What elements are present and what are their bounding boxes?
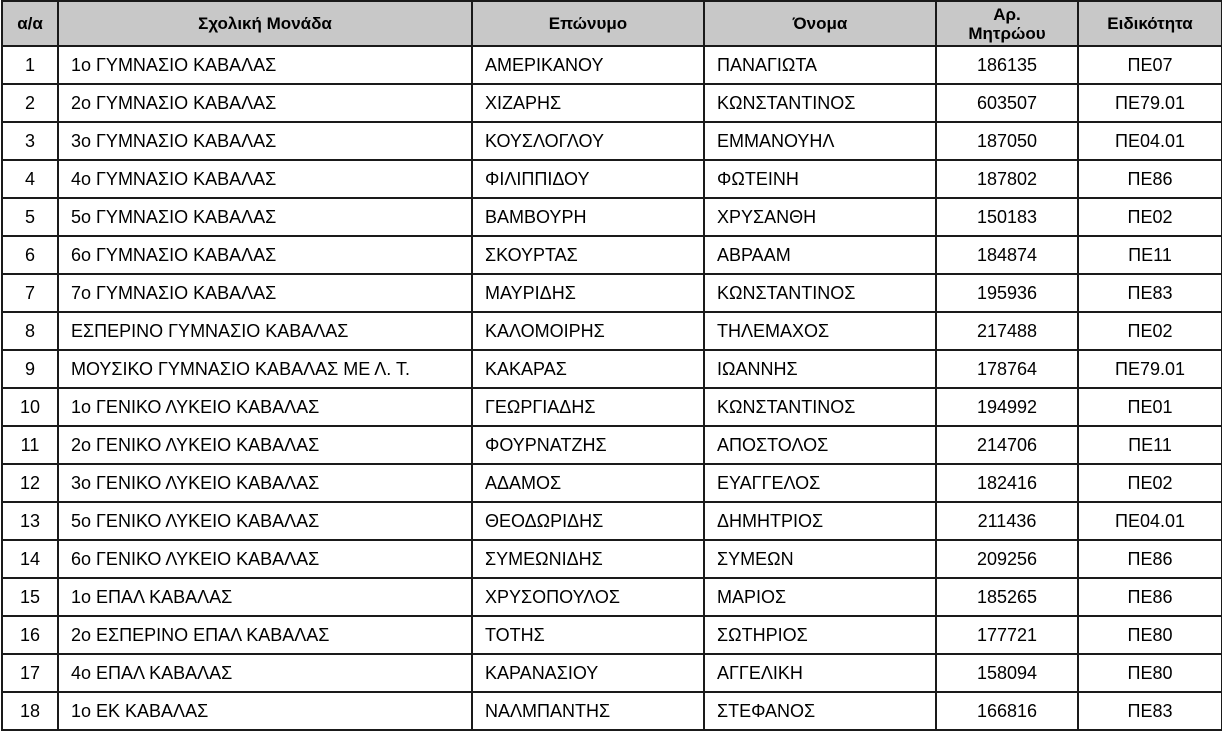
cell-aa: 16 bbox=[2, 616, 58, 654]
cell-specialty: ΠΕ02 bbox=[1078, 464, 1222, 502]
table-header bbox=[2, 1, 1222, 46]
cell-surname: ΘΕΟΔΩΡΙΔΗΣ bbox=[472, 502, 704, 540]
cell-school: 1ο ΕΚ ΚΑΒΑΛΑΣ bbox=[58, 692, 472, 730]
cell-name: ΧΡΥΣΑΝΘΗ bbox=[704, 198, 936, 236]
cell-registry-number: 195936 bbox=[936, 274, 1078, 312]
cell-school: 1ο ΓΕΝΙΚΟ ΛΥΚΕΙΟ ΚΑΒΑΛΑΣ bbox=[58, 388, 472, 426]
cell-registry-number: 194992 bbox=[936, 388, 1078, 426]
table-row bbox=[2, 578, 1222, 616]
table-row bbox=[2, 502, 1222, 540]
cell-school: 6ο ΓΥΜΝΑΣΙΟ ΚΑΒΑΛΑΣ bbox=[58, 236, 472, 274]
cell-registry-number: 182416 bbox=[936, 464, 1078, 502]
cell-name: ΤΗΛΕΜΑΧΟΣ bbox=[704, 312, 936, 350]
cell-school: 2ο ΓΕΝΙΚΟ ΛΥΚΕΙΟ ΚΑΒΑΛΑΣ bbox=[58, 426, 472, 464]
cell-aa: 5 bbox=[2, 198, 58, 236]
cell-surname: ΦΙΛΙΠΠΙΔΟΥ bbox=[472, 160, 704, 198]
table-row bbox=[2, 654, 1222, 692]
table-row bbox=[2, 540, 1222, 578]
table-row bbox=[2, 160, 1222, 198]
cell-aa: 4 bbox=[2, 160, 58, 198]
cell-school: 5ο ΓΥΜΝΑΣΙΟ ΚΑΒΑΛΑΣ bbox=[58, 198, 472, 236]
cell-specialty: ΠΕ79.01 bbox=[1078, 84, 1222, 122]
cell-name: ΚΩΝΣΤΑΝΤΙΝΟΣ bbox=[704, 274, 936, 312]
header-name: Όνομα bbox=[704, 1, 936, 46]
cell-specialty: ΠΕ02 bbox=[1078, 312, 1222, 350]
cell-surname: ΤΟΤΗΣ bbox=[472, 616, 704, 654]
cell-name: ΕΜΜΑΝΟΥΗΛ bbox=[704, 122, 936, 160]
cell-specialty: ΠΕ02 bbox=[1078, 198, 1222, 236]
header-surname: Επώνυμο bbox=[472, 1, 704, 46]
table-row bbox=[2, 46, 1222, 84]
table-row bbox=[2, 350, 1222, 388]
cell-registry-number: 150183 bbox=[936, 198, 1078, 236]
cell-name: ΠΑΝΑΓΙΩΤΑ bbox=[704, 46, 936, 84]
table-row bbox=[2, 84, 1222, 122]
cell-school: 2ο ΓΥΜΝΑΣΙΟ ΚΑΒΑΛΑΣ bbox=[58, 84, 472, 122]
header-registry-line1: Αρ. bbox=[993, 4, 1021, 24]
cell-school: 5ο ΓΕΝΙΚΟ ΛΥΚΕΙΟ ΚΑΒΑΛΑΣ bbox=[58, 502, 472, 540]
cell-aa: 13 bbox=[2, 502, 58, 540]
cell-surname: ΓΕΩΡΓΙΑΔΗΣ bbox=[472, 388, 704, 426]
cell-aa: 15 bbox=[2, 578, 58, 616]
cell-name: ΣΩΤΗΡΙΟΣ bbox=[704, 616, 936, 654]
cell-name: ΙΩΑΝΝΗΣ bbox=[704, 350, 936, 388]
cell-school: 1ο ΓΥΜΝΑΣΙΟ ΚΑΒΑΛΑΣ bbox=[58, 46, 472, 84]
header-registry-number bbox=[936, 1, 1078, 46]
cell-school: 4ο ΓΥΜΝΑΣΙΟ ΚΑΒΑΛΑΣ bbox=[58, 160, 472, 198]
cell-specialty: ΠΕ11 bbox=[1078, 426, 1222, 464]
cell-school: 4ο ΕΠΑΛ ΚΑΒΑΛΑΣ bbox=[58, 654, 472, 692]
cell-specialty: ΠΕ04.01 bbox=[1078, 122, 1222, 160]
cell-specialty: ΠΕ80 bbox=[1078, 654, 1222, 692]
cell-surname: ΚΑΛΟΜΟΙΡΗΣ bbox=[472, 312, 704, 350]
cell-registry-number: 185265 bbox=[936, 578, 1078, 616]
cell-name: ΑΓΓΕΛΙΚΗ bbox=[704, 654, 936, 692]
cell-registry-number: 603507 bbox=[936, 84, 1078, 122]
cell-name: ΚΩΝΣΤΑΝΤΙΝΟΣ bbox=[704, 388, 936, 426]
cell-surname: ΚΑΚΑΡΑΣ bbox=[472, 350, 704, 388]
cell-surname: ΧΡΥΣΟΠΟΥΛΟΣ bbox=[472, 578, 704, 616]
teachers-table bbox=[1, 0, 1222, 731]
cell-specialty: ΠΕ83 bbox=[1078, 274, 1222, 312]
header-row bbox=[2, 1, 1222, 46]
cell-name: ΑΒΡΑΑΜ bbox=[704, 236, 936, 274]
cell-aa: 8 bbox=[2, 312, 58, 350]
cell-registry-number: 187050 bbox=[936, 122, 1078, 160]
table-row bbox=[2, 388, 1222, 426]
cell-registry-number: 217488 bbox=[936, 312, 1078, 350]
cell-name: ΣΥΜΕΩΝ bbox=[704, 540, 936, 578]
table-row bbox=[2, 464, 1222, 502]
header-school: Σχολική Μονάδα bbox=[58, 1, 472, 46]
header-aa: α/α bbox=[2, 1, 58, 46]
cell-name: ΦΩΤΕΙΝΗ bbox=[704, 160, 936, 198]
table-row bbox=[2, 692, 1222, 730]
cell-specialty: ΠΕ80 bbox=[1078, 616, 1222, 654]
table-row bbox=[2, 426, 1222, 464]
cell-surname: ΣΚΟΥΡΤΑΣ bbox=[472, 236, 704, 274]
table-row bbox=[2, 122, 1222, 160]
cell-school: 7ο ΓΥΜΝΑΣΙΟ ΚΑΒΑΛΑΣ bbox=[58, 274, 472, 312]
cell-specialty: ΠΕ83 bbox=[1078, 692, 1222, 730]
cell-aa: 11 bbox=[2, 426, 58, 464]
cell-aa: 3 bbox=[2, 122, 58, 160]
cell-surname: ΦΟΥΡΝΑΤΖΗΣ bbox=[472, 426, 704, 464]
cell-registry-number: 166816 bbox=[936, 692, 1078, 730]
cell-specialty: ΠΕ07 bbox=[1078, 46, 1222, 84]
cell-name: ΔΗΜΗΤΡΙΟΣ bbox=[704, 502, 936, 540]
cell-name: ΕΥΑΓΓΕΛΟΣ bbox=[704, 464, 936, 502]
cell-name: ΜΑΡΙΟΣ bbox=[704, 578, 936, 616]
cell-school: 2ο ΕΣΠΕΡΙΝΟ ΕΠΑΛ ΚΑΒΑΛΑΣ bbox=[58, 616, 472, 654]
cell-registry-number: 177721 bbox=[936, 616, 1078, 654]
cell-aa: 10 bbox=[2, 388, 58, 426]
header-registry-line2: Μητρώου bbox=[968, 23, 1046, 43]
header-specialty: Ειδικότητα bbox=[1078, 1, 1222, 46]
cell-registry-number: 214706 bbox=[936, 426, 1078, 464]
cell-registry-number: 184874 bbox=[936, 236, 1078, 274]
cell-registry-number: 211436 bbox=[936, 502, 1078, 540]
cell-specialty: ΠΕ86 bbox=[1078, 160, 1222, 198]
table-row bbox=[2, 616, 1222, 654]
cell-surname: ΧΙΖΑΡΗΣ bbox=[472, 84, 704, 122]
cell-specialty: ΠΕ11 bbox=[1078, 236, 1222, 274]
cell-aa: 2 bbox=[2, 84, 58, 122]
cell-registry-number: 187802 bbox=[936, 160, 1078, 198]
cell-specialty: ΠΕ86 bbox=[1078, 578, 1222, 616]
cell-name: ΣΤΕΦΑΝΟΣ bbox=[704, 692, 936, 730]
cell-registry-number: 158094 bbox=[936, 654, 1078, 692]
cell-school: 6ο ΓΕΝΙΚΟ ΛΥΚΕΙΟ ΚΑΒΑΛΑΣ bbox=[58, 540, 472, 578]
cell-registry-number: 209256 bbox=[936, 540, 1078, 578]
cell-aa: 14 bbox=[2, 540, 58, 578]
table-body bbox=[2, 46, 1222, 730]
cell-specialty: ΠΕ01 bbox=[1078, 388, 1222, 426]
cell-surname: ΚΑΡΑΝΑΣΙΟΥ bbox=[472, 654, 704, 692]
cell-school: 3ο ΓΥΜΝΑΣΙΟ ΚΑΒΑΛΑΣ bbox=[58, 122, 472, 160]
cell-name: ΚΩΝΣΤΑΝΤΙΝΟΣ bbox=[704, 84, 936, 122]
cell-aa: 6 bbox=[2, 236, 58, 274]
cell-aa: 1 bbox=[2, 46, 58, 84]
cell-specialty: ΠΕ04.01 bbox=[1078, 502, 1222, 540]
cell-registry-number: 186135 bbox=[936, 46, 1078, 84]
cell-surname: ΜΑΥΡΙΔΗΣ bbox=[472, 274, 704, 312]
table-row bbox=[2, 198, 1222, 236]
cell-aa: 9 bbox=[2, 350, 58, 388]
cell-school: 1ο ΕΠΑΛ ΚΑΒΑΛΑΣ bbox=[58, 578, 472, 616]
cell-surname: ΒΑΜΒΟΥΡΗ bbox=[472, 198, 704, 236]
cell-surname: ΑΜΕΡΙΚΑΝΟΥ bbox=[472, 46, 704, 84]
cell-specialty: ΠΕ86 bbox=[1078, 540, 1222, 578]
cell-surname: ΣΥΜΕΩΝΙΔΗΣ bbox=[472, 540, 704, 578]
cell-aa: 17 bbox=[2, 654, 58, 692]
cell-school: ΕΣΠΕΡΙΝΟ ΓΥΜΝΑΣΙΟ ΚΑΒΑΛΑΣ bbox=[58, 312, 472, 350]
table-row bbox=[2, 312, 1222, 350]
cell-name: ΑΠΟΣΤΟΛΟΣ bbox=[704, 426, 936, 464]
table-row bbox=[2, 274, 1222, 312]
cell-surname: ΚΟΥΣΛΟΓΛΟΥ bbox=[472, 122, 704, 160]
cell-surname: ΝΑΛΜΠΑΝΤΗΣ bbox=[472, 692, 704, 730]
cell-aa: 12 bbox=[2, 464, 58, 502]
cell-specialty: ΠΕ79.01 bbox=[1078, 350, 1222, 388]
table-row bbox=[2, 236, 1222, 274]
cell-school: ΜΟΥΣΙΚΟ ΓΥΜΝΑΣΙΟ ΚΑΒΑΛΑΣ ΜΕ Λ. Τ. bbox=[58, 350, 472, 388]
cell-registry-number: 178764 bbox=[936, 350, 1078, 388]
cell-aa: 7 bbox=[2, 274, 58, 312]
cell-surname: ΑΔΑΜΟΣ bbox=[472, 464, 704, 502]
cell-aa: 18 bbox=[2, 692, 58, 730]
cell-school: 3ο ΓΕΝΙΚΟ ΛΥΚΕΙΟ ΚΑΒΑΛΑΣ bbox=[58, 464, 472, 502]
